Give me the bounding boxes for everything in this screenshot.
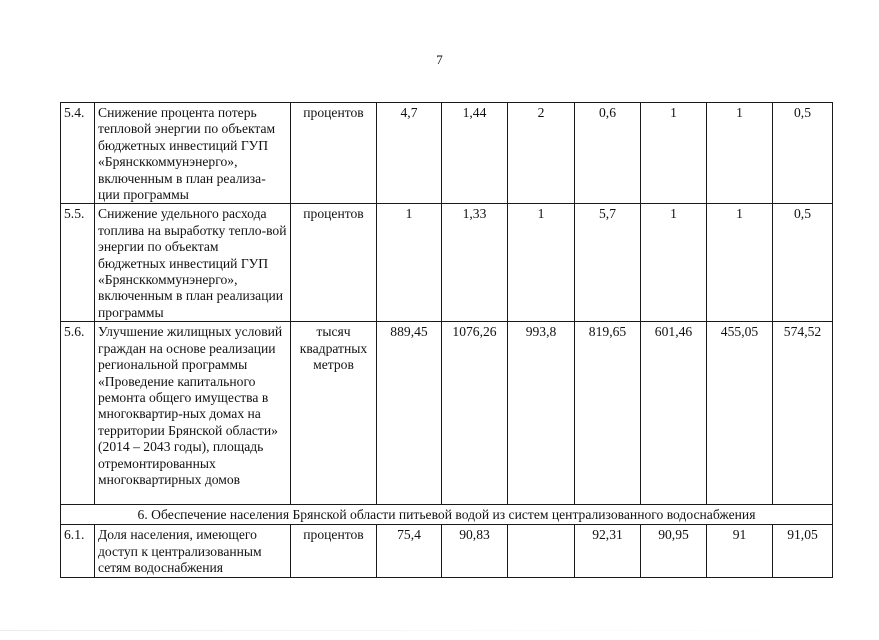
table-row	[61, 103, 833, 204]
row-description: Улучшение жилищных условий граждан на основе реализации региональной программы «Проведение капитального ремонта общего имущества в многоквартир-ных домах на территории Брянской области» (2014 – 2043 годы), площадь отремонтированных многоквартирных домов	[95, 322, 291, 505]
row-unit: процентов	[291, 103, 377, 204]
value-cell: 1	[377, 204, 442, 322]
value-cell: 92,31	[575, 525, 641, 577]
row-number: 5.5.	[61, 204, 95, 322]
table-row	[61, 204, 833, 322]
value-cell: 4,7	[377, 103, 442, 204]
value-cell: 90,83	[442, 525, 508, 577]
table-row	[61, 525, 833, 577]
row-unit: процентов	[291, 204, 377, 322]
row-description: Снижение процента потерь тепловой энергии по объектам бюджетных инвестиций ГУП «Брянсккоммунэнерго», включенным в план реализа-ции программы	[95, 103, 291, 204]
table-row	[61, 322, 833, 505]
value-cell: 91,05	[773, 525, 833, 577]
indicators-table	[60, 102, 833, 578]
value-cell: 993,8	[508, 322, 575, 505]
value-cell: 0,6	[575, 103, 641, 204]
value-cell: 1	[707, 204, 773, 322]
scan-artifact-line	[0, 630, 879, 631]
value-cell: 90,95	[641, 525, 707, 577]
row-number: 5.6.	[61, 322, 95, 505]
value-cell: 2	[508, 103, 575, 204]
value-cell: 601,46	[641, 322, 707, 505]
value-cell: 889,45	[377, 322, 442, 505]
value-cell: 1,33	[442, 204, 508, 322]
row-unit: процентов	[291, 525, 377, 577]
value-cell: 455,05	[707, 322, 773, 505]
row-number: 6.1.	[61, 525, 95, 577]
row-unit: тысяч квадратных метров	[291, 322, 377, 505]
value-cell: 1,44	[442, 103, 508, 204]
row-description: Снижение удельного расхода топлива на выработку тепло-вой энергии по объектам бюджетных инвестиций ГУП «Брянсккоммунэнерго», включенным в план реализации программы	[95, 204, 291, 322]
section-header-row	[61, 505, 833, 525]
value-cell: 75,4	[377, 525, 442, 577]
value-cell: 0,5	[773, 204, 833, 322]
row-description: Доля населения, имеющего доступ к централизованным сетям водоснабжения	[95, 525, 291, 577]
value-cell: 819,65	[575, 322, 641, 505]
row-number: 5.4.	[61, 103, 95, 204]
value-cell: 1	[707, 103, 773, 204]
value-cell: 91	[707, 525, 773, 577]
value-cell: 574,52	[773, 322, 833, 505]
value-cell: 1076,26	[442, 322, 508, 505]
value-cell: 1	[508, 204, 575, 322]
value-cell: 1	[641, 103, 707, 204]
value-cell: 1	[641, 204, 707, 322]
value-cell: 5,7	[575, 204, 641, 322]
page-number: 7	[436, 52, 443, 67]
section-title: 6. Обеспечение населения Брянской области питьевой водой из систем централизованного водоснабжения	[61, 505, 833, 525]
value-cell: 0,5	[773, 103, 833, 204]
value-cell	[508, 525, 575, 577]
